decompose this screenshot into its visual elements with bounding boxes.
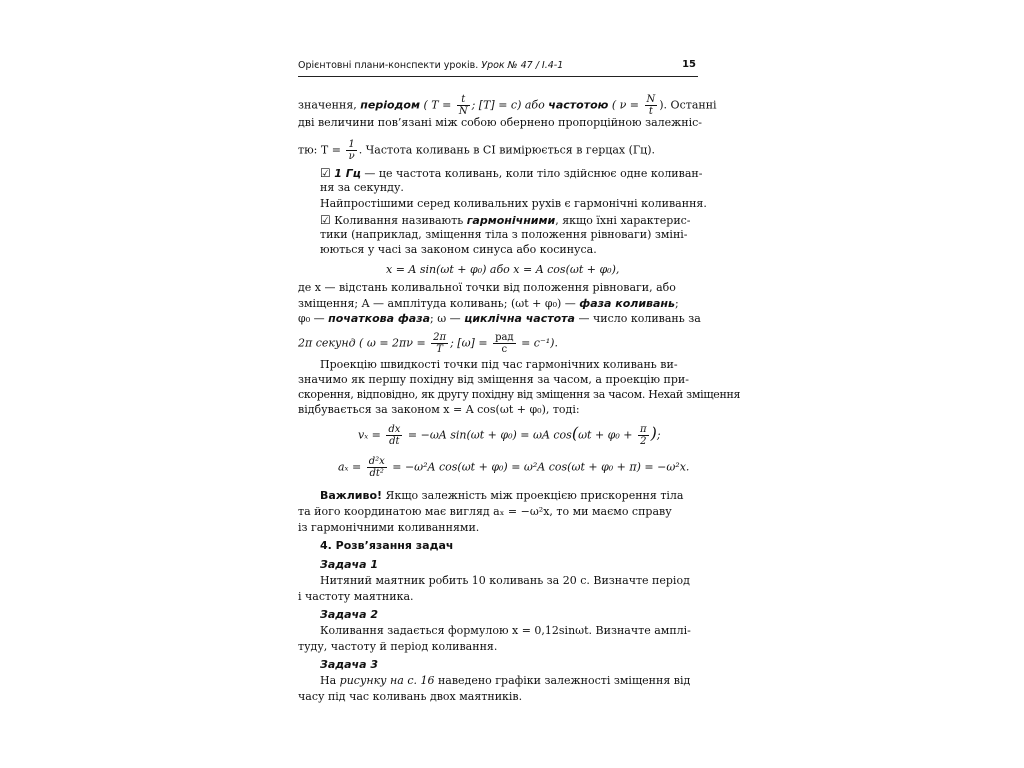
numerator: dx xyxy=(388,424,401,435)
numerator: π xyxy=(640,424,647,435)
term-cyclic-frequency: циклічна частота xyxy=(464,312,575,325)
problem-text: Коливання задається формулою x = 0,12sinωt. Визначте амплі- xyxy=(320,624,691,637)
math: = −ω²A cos(ωt + φ₀) = ω²A cos(ωt + φ₀ + π) = −ω²x. xyxy=(388,460,690,474)
text: значення, xyxy=(298,98,361,112)
math: ( ν = xyxy=(608,98,643,112)
text: ; xyxy=(675,297,679,310)
math: 2π секунд ( ω = 2πν = xyxy=(298,336,430,350)
paragraph-line: із гармонічними коливаннями. xyxy=(298,521,480,534)
fraction xyxy=(457,94,470,117)
problem-text: туду, частоту й період коливання. xyxy=(298,640,498,653)
text: Коливання називають xyxy=(330,214,467,227)
numerator: N xyxy=(646,94,656,105)
section-heading: 4. Розв’язання задач xyxy=(320,539,454,552)
denominator: T xyxy=(436,344,443,355)
paragraph-line xyxy=(298,94,717,117)
problem-text xyxy=(320,674,690,688)
term-harmonic: гармонічними xyxy=(466,214,556,227)
text: — число коливань за xyxy=(574,312,701,325)
equation-harmonic: x = A sin(ωt + φ₀) або x = A cos(ωt + φ₀), xyxy=(386,263,620,276)
equation-velocity xyxy=(358,424,661,447)
term-phase: фаза коливань xyxy=(579,297,675,310)
paragraph-line: та його координатою має вигляд aₓ = −ω²x, то ми маємо справу xyxy=(298,505,672,518)
fraction xyxy=(638,424,649,447)
numerator: 1 xyxy=(348,139,355,150)
definition-line: юються у часі за законом синуса або косинуса. xyxy=(320,243,597,256)
header-title-text: Орієнтовні плани-конспекти уроків. xyxy=(298,60,482,71)
paragraph-line xyxy=(298,312,701,326)
text: Якщо залежність між проекцією прискорення тіла xyxy=(382,489,684,502)
text: ; ω — xyxy=(430,312,465,325)
important-note xyxy=(320,489,683,503)
term-frequency: частотою xyxy=(548,98,609,112)
figure-reference: рисунку на с. 16 xyxy=(339,674,435,687)
equation-acceleration xyxy=(338,456,689,479)
important-label: Важливо! xyxy=(320,489,383,502)
math: aₓ = xyxy=(338,460,365,474)
denominator: ν xyxy=(348,151,355,162)
numerator: рад xyxy=(495,332,514,343)
definition-line xyxy=(320,166,702,181)
paragraph-line: відбувається за законом x = A cos(ωt + φ₀), тоді: xyxy=(298,403,580,416)
definition-line: тики (наприклад, зміщення тіла з положення рівноваги) змінi- xyxy=(320,228,688,241)
math: ; xyxy=(656,428,661,442)
term-initial-phase: початкова фаза xyxy=(328,312,431,325)
header-title xyxy=(298,60,563,71)
numerator: t xyxy=(457,94,470,106)
denominator: N xyxy=(458,106,468,117)
checkbox-icon: ☑ xyxy=(320,213,331,227)
text: φ₀ — xyxy=(298,312,329,325)
problem-text: і частоту маятника. xyxy=(298,590,414,603)
text: — це частота коливань, коли тіло здійснює одне коливан- xyxy=(360,167,703,180)
header-lesson: Урок № 47 / І.4-1 xyxy=(481,60,564,71)
paragraph-line: дві величини пов’язані між собою обернено пропорційною залежніс- xyxy=(298,116,702,129)
problem-heading: Задача 3 xyxy=(320,658,379,671)
definition-line xyxy=(320,213,691,228)
math: ωt + φ₀ + xyxy=(578,428,636,442)
denominator: dt xyxy=(389,436,400,447)
math: = c⁻¹). xyxy=(517,336,558,350)
text: тю: T = xyxy=(298,143,345,157)
denominator: 2 xyxy=(640,436,647,447)
fraction xyxy=(346,139,356,162)
page-number: 15 xyxy=(682,59,696,70)
text: ). Останні xyxy=(659,98,717,112)
text: зміщення; A — амплітуда коливань; (ωt + φ₀) — xyxy=(298,297,580,310)
problem-heading: Задача 2 xyxy=(320,608,379,621)
checkbox-icon: ☑ xyxy=(320,166,331,180)
definition-line: ня за секунду. xyxy=(320,181,404,194)
math: vₓ = xyxy=(358,428,385,442)
fraction xyxy=(493,332,516,355)
paren-left: ( xyxy=(571,423,579,443)
paragraph-line xyxy=(298,332,558,355)
math: ( T = xyxy=(419,98,455,112)
fraction xyxy=(431,332,448,355)
math: = −ωA sin(ωt + φ₀) = ωA cos xyxy=(404,428,572,442)
text: На xyxy=(320,674,340,687)
text: , якщо їхні характерис- xyxy=(555,214,691,227)
fraction xyxy=(386,424,402,447)
fraction xyxy=(645,94,658,117)
text: . Частота коливань в СІ вимірюється в герцах (Гц). xyxy=(358,143,656,157)
paragraph-line xyxy=(298,139,655,162)
term-hertz: 1 Гц xyxy=(334,167,361,180)
fraction xyxy=(367,456,387,479)
paren-right: ) xyxy=(650,423,657,443)
paragraph-line: Проекцію швидкості точки під час гармонічних коливань ви- xyxy=(320,358,678,371)
math: ; [ω] = xyxy=(450,336,492,350)
running-header xyxy=(298,58,698,77)
denominator: с xyxy=(501,344,508,355)
math: ; [T] = c) або xyxy=(471,98,549,112)
problem-heading: Задача 1 xyxy=(320,558,379,571)
text: наведено графіки залежності зміщення від xyxy=(434,674,691,687)
problem-text: часу під час коливань двох маятників. xyxy=(298,690,523,703)
denominator: dt² xyxy=(369,468,384,479)
numerator: 2π xyxy=(433,332,447,343)
problem-text: Нитяний маятник робить 10 коливань за 20 с. Визначте період xyxy=(320,574,690,587)
paragraph-line: значимо як першу похідну від зміщення за часом, а проекцію при- xyxy=(298,373,689,386)
term-period: періодом xyxy=(360,98,420,112)
numerator: d²x xyxy=(368,456,385,467)
paragraph-line: Найпростішими серед коливальних рухів є гармонічні коливання. xyxy=(320,197,707,210)
paragraph-line xyxy=(298,297,679,311)
denominator: t xyxy=(648,106,653,117)
paragraph-line: скорення, відповідно, як другу похідну від зміщення за часом. Нехай зміщення xyxy=(298,388,741,401)
paragraph-line: де x — відстань коливальної точки від положення рівноваги, або xyxy=(298,281,676,294)
